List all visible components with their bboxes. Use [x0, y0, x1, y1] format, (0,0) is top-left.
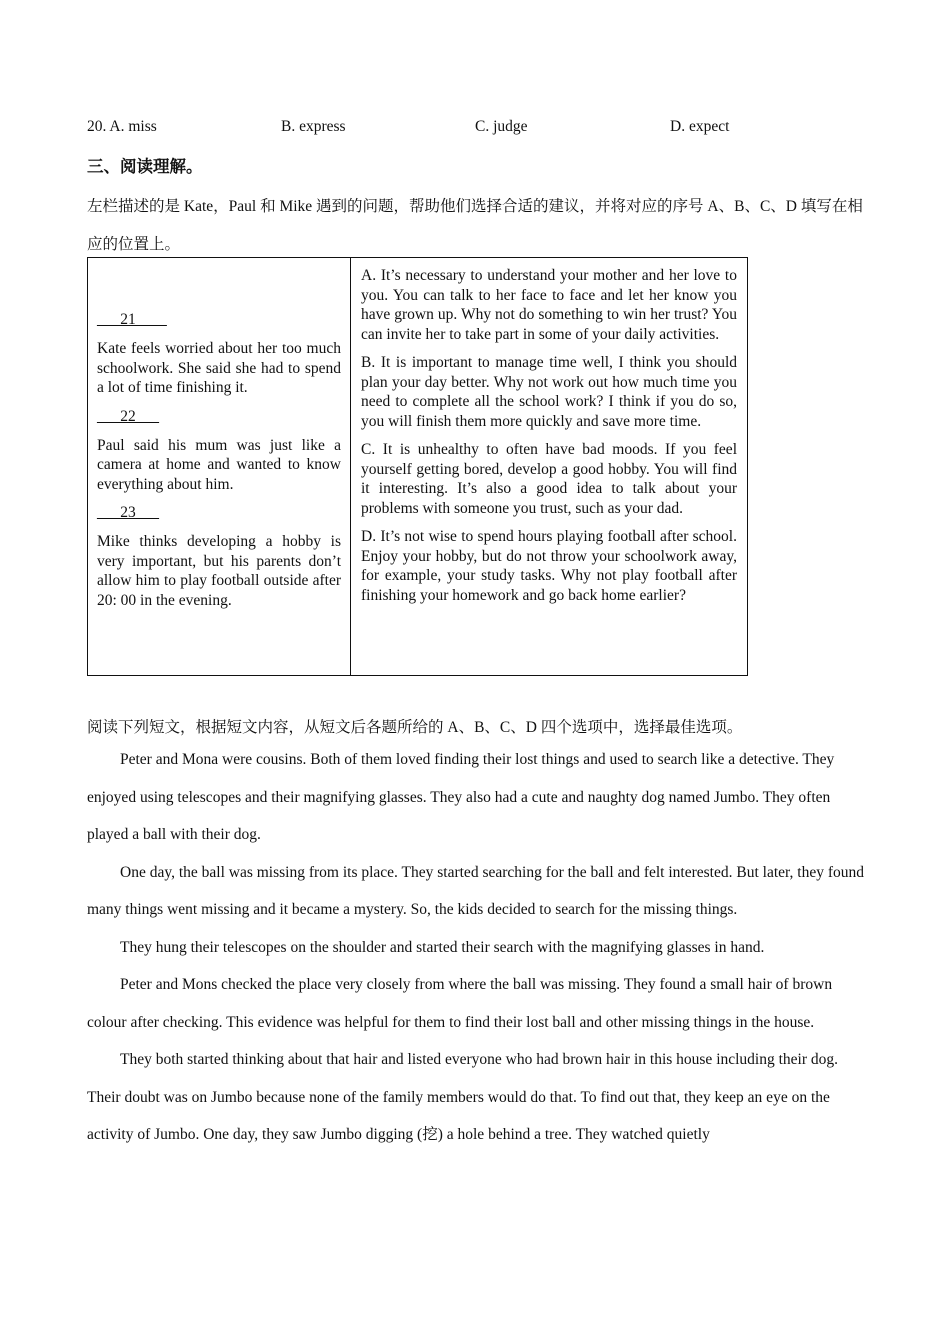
- option-c: C. judge: [475, 118, 528, 135]
- problem-kate: Kate feels worried about her too much schoolwork. She said she had to spend a lot of time finishing it.: [97, 340, 341, 396]
- reading-instruction: 阅读下列短文，根据短文内容，从短文后各题所给的 A、B、C、D 四个选项中，选择最佳选项。: [87, 719, 743, 736]
- paragraph: Peter and Mona were cousins. Both of them loved finding their lost things and used to search like a detective. They enjoyed using telescopes and their magnifying glasses. They also had a cute and naughty dog named Jumbo. They often played a ball with their dog.: [87, 751, 835, 843]
- answer-blank-23: ___23___: [97, 504, 159, 521]
- option-b: B. express: [281, 118, 346, 135]
- answer-blank-22: ___22___: [97, 407, 159, 425]
- option-d: D. expect: [670, 118, 730, 135]
- section-title: 三、阅读理解。: [87, 157, 203, 176]
- paragraph: They both started thinking about that hair and listed everyone who had brown hair in this house including their dog. Their doubt was on Jumbo because none of the family members would do that. To find out that, they keep an eye on the activity of Jumbo. One day, they saw Jumbo digging (挖) a hole behind a tree. They watched quietly: [87, 1051, 839, 1143]
- reading-passage: [87, 741, 865, 1154]
- matching-instruction: 左栏描述的是 Kate，Paul 和 Mike 遇到的问题，帮助他们选择合适的建议，并将对应的序号 A、B、C、D 填写在相应的位置上。: [87, 198, 863, 253]
- problem-paul: Paul said his mum was just like a camera at home and wanted to know everything about him.: [97, 436, 341, 493]
- advice-d: D. It’s not wise to spend hours playing football after school. Enjoy your hobby, but do not throw your schoolwork away, for example, your study tasks. Why not play football after finishing your homework and go back home earlier?: [361, 528, 737, 604]
- advice-a: A. It’s necessary to understand your mother and her love to you. You can talk to her face to face and let her know you have grown up. Why not do something to win her trust? You can invite her to take part in some of your daily activities.: [361, 267, 737, 343]
- paragraph: Peter and Mons checked the place very closely from where the ball was missing. They found a small hair of brown colour after checking. This evidence was helpful for them to find their lost ball and other missing things in the house.: [87, 976, 833, 1031]
- paragraph: One day, the ball was missing from its place. They started searching for the ball and felt interested. But later, they found many things went missing and it became a mystery. So, the kids decided to search for the missing things.: [87, 863, 865, 918]
- advice-c: C. It is unhealthy to often have bad moods. If you feel yourself getting bored, develop a good hobby. You will find it interesting. It’s also a good idea to talk about your problems with someone you trust, such as your dad.: [361, 441, 737, 517]
- problems-column: [88, 258, 351, 676]
- matching-table: [87, 257, 748, 676]
- option-a: 20. A. miss: [87, 118, 157, 135]
- advice-b: B. It is important to manage time well, I think you should plan your day better. Why not work out how much time you need to complete all the school work? I think if you do so, you will finish them more quickly and save more time.: [361, 354, 737, 430]
- problem-mike: Mike thinks developing a hobby is very important, but his parents don’t allow him to play football outside after 20: 00 in the evening.: [97, 533, 341, 609]
- answer-blank-21: ___21____: [97, 311, 167, 328]
- paragraph: They hung their telescopes on the shoulder and started their search with the magnifying glasses in hand.: [120, 938, 765, 956]
- question-20-options: [87, 118, 867, 138]
- advice-column: [351, 258, 748, 676]
